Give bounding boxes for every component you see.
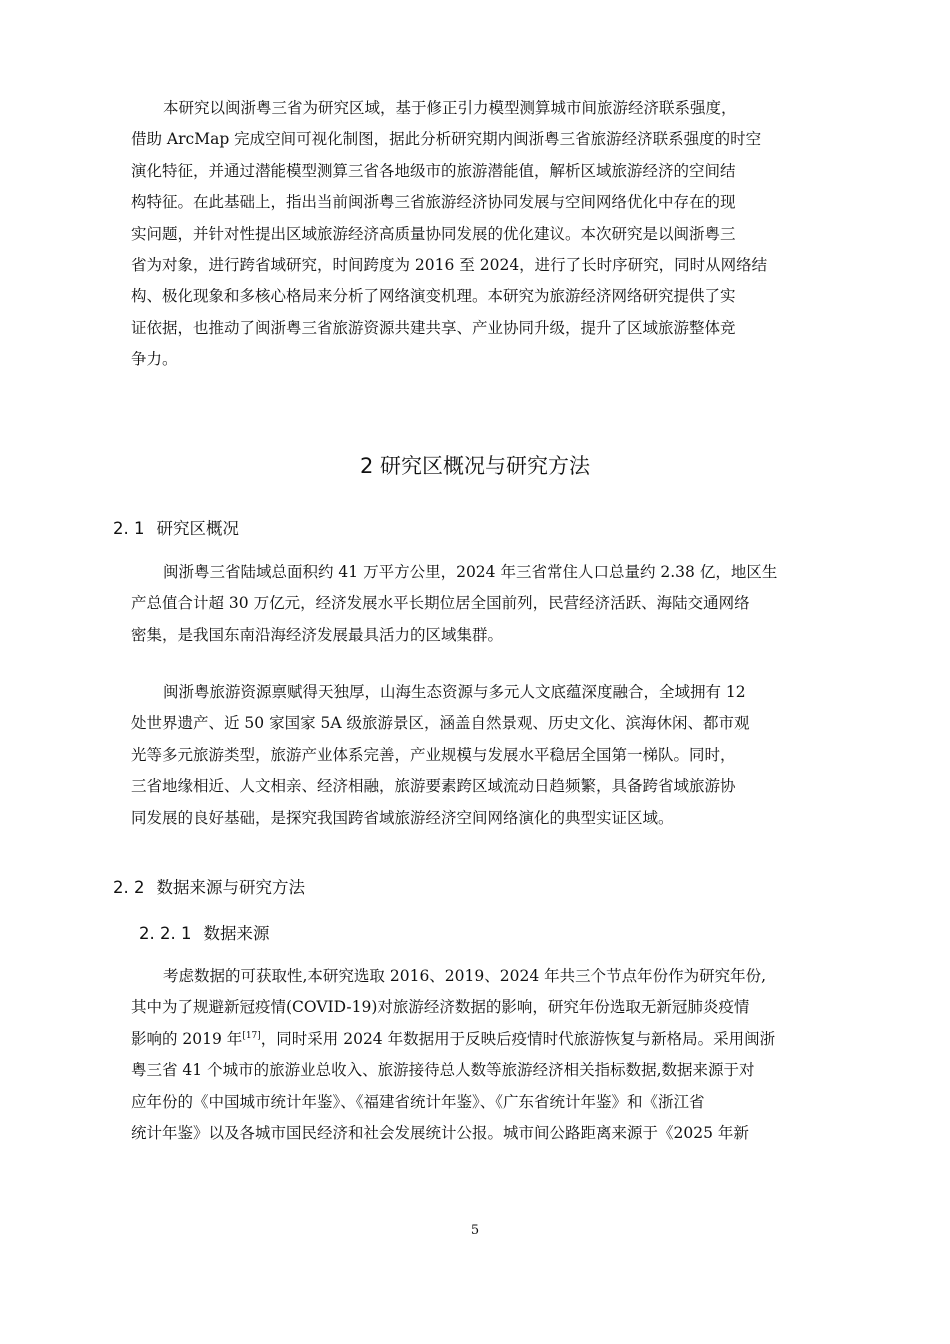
text-segment: ，同时采用 2024 年数据用于反映后疫情时代旅游恢复与新格局。采用闽浙	[260, 1029, 776, 1048]
text-line: 借助 ArcMap 完成空间可视化制图，据此分析研究期内闽浙粤三省旅游经济联系强度的时空	[131, 130, 762, 149]
text-line: 闽浙粤三省陆域总面积约 41 万平方公里，2024 年三省常住人口总量约 2.38 亿，地区生	[163, 563, 778, 581]
text-line: 其中为了规避新冠疫情(COVID-19)对旅游经济数据的影响，研究年份选取无新冠肺炎疫情	[131, 998, 750, 1017]
text-line: 省为对象，进行跨省域研究，时间跨度为 2016 至 2024，进行了长时序研究，同时从网络结	[131, 256, 768, 275]
subsection-title: 数据来源	[203, 924, 270, 943]
subsection-number: 2. 2. 1	[139, 924, 192, 943]
text-line: 三省地缘相近、人文相亲、经济相融，旅游要素跨区域流动日趋频繁，具备跨省域旅游协	[131, 777, 736, 796]
text-line: 应年份的《中国城市统计年鉴》、《福建省统计年鉴》、《广东省统计年鉴》和《浙江省	[131, 1092, 705, 1111]
text-line: 演化特征，并通过潜能模型测算三省各地级市的旅游潜能值，解析区域旅游经济的空间结	[131, 161, 736, 180]
text-segment: 影响的 2019 年	[131, 1029, 243, 1048]
text-line: 构特征。在此基础上，指出当前闽浙粤三省旅游经济协同发展与空间网络优化中存在的现	[131, 193, 736, 212]
section-number: 2. 2	[113, 878, 145, 897]
section-title: 研究区概况	[156, 519, 239, 538]
section-title: 数据来源与研究方法	[156, 878, 305, 897]
section-heading-2-2	[113, 874, 305, 898]
text-line: 本研究以闽浙粤三省为研究区域，基于修正引力模型测算城市间旅游经济联系强度，	[163, 99, 737, 117]
text-line: 光等多元旅游类型，旅游产业体系完善，产业规模与发展水平稳居全国第一梯队。同时，	[131, 745, 736, 764]
page-number: 5	[470, 1223, 480, 1238]
text-line: 闽浙粤旅游资源禀赋得天独厚，山海生态资源与多元人文底蕴深度融合，全域拥有 12	[163, 683, 746, 701]
text-line: 构、极化现象和多核心格局来分析了网络演变机理。本研究为旅游经济网络研究提供了实	[131, 287, 736, 306]
text-line	[131, 1024, 821, 1055]
chapter-heading: 2 研究区概况与研究方法	[359, 454, 591, 478]
text-line: 考虑数据的可获取性,本研究选取 2016、2019、2024 年共三个节点年份作为研究年份,	[163, 967, 767, 985]
text-line: 粤三省 41 个城市的旅游业总收入、旅游接待总人数等旅游经济相关指标数据,数据来源于对	[131, 1061, 755, 1080]
text-line: 证依据，也推动了闽浙粤三省旅游资源共建共享、产业协同升级，提升了区域旅游整体竞	[131, 318, 736, 337]
intro-paragraph	[131, 93, 821, 376]
citation-ref[interactable]: [17]	[242, 1030, 261, 1041]
subsection-heading-2-2-1	[139, 920, 269, 944]
study-area-paragraph-1	[131, 557, 821, 651]
text-line: 处世界遗产、近 50 家国家 5A 级旅游景区，涵盖自然景观、历史文化、滨海休闲、都市观	[131, 714, 750, 733]
study-area-paragraph-2	[131, 677, 821, 834]
text-line: 同发展的良好基础，是探究我国跨省域旅游经济空间网络演化的典型实证区域。	[131, 808, 674, 827]
text-line: 实问题，并针对性提出区域旅游经济高质量协同发展的优化建议。本次研究是以闽浙粤三	[131, 224, 736, 243]
section-heading-2-1	[113, 515, 239, 539]
data-source-paragraph	[131, 961, 821, 1149]
text-line: 争力。	[131, 350, 178, 369]
text-line: 密集，是我国东南沿海经济发展最具活力的区域集群。	[131, 625, 504, 644]
text-line: 统计年鉴》以及各城市国民经济和社会发展统计公报。城市间公路距离来源于《2025 年新	[131, 1124, 749, 1143]
section-number: 2. 1	[113, 519, 145, 538]
text-line: 产总值合计超 30 万亿元，经济发展水平长期位居全国前列，民营经济活跃、海陆交通网络	[131, 594, 750, 613]
